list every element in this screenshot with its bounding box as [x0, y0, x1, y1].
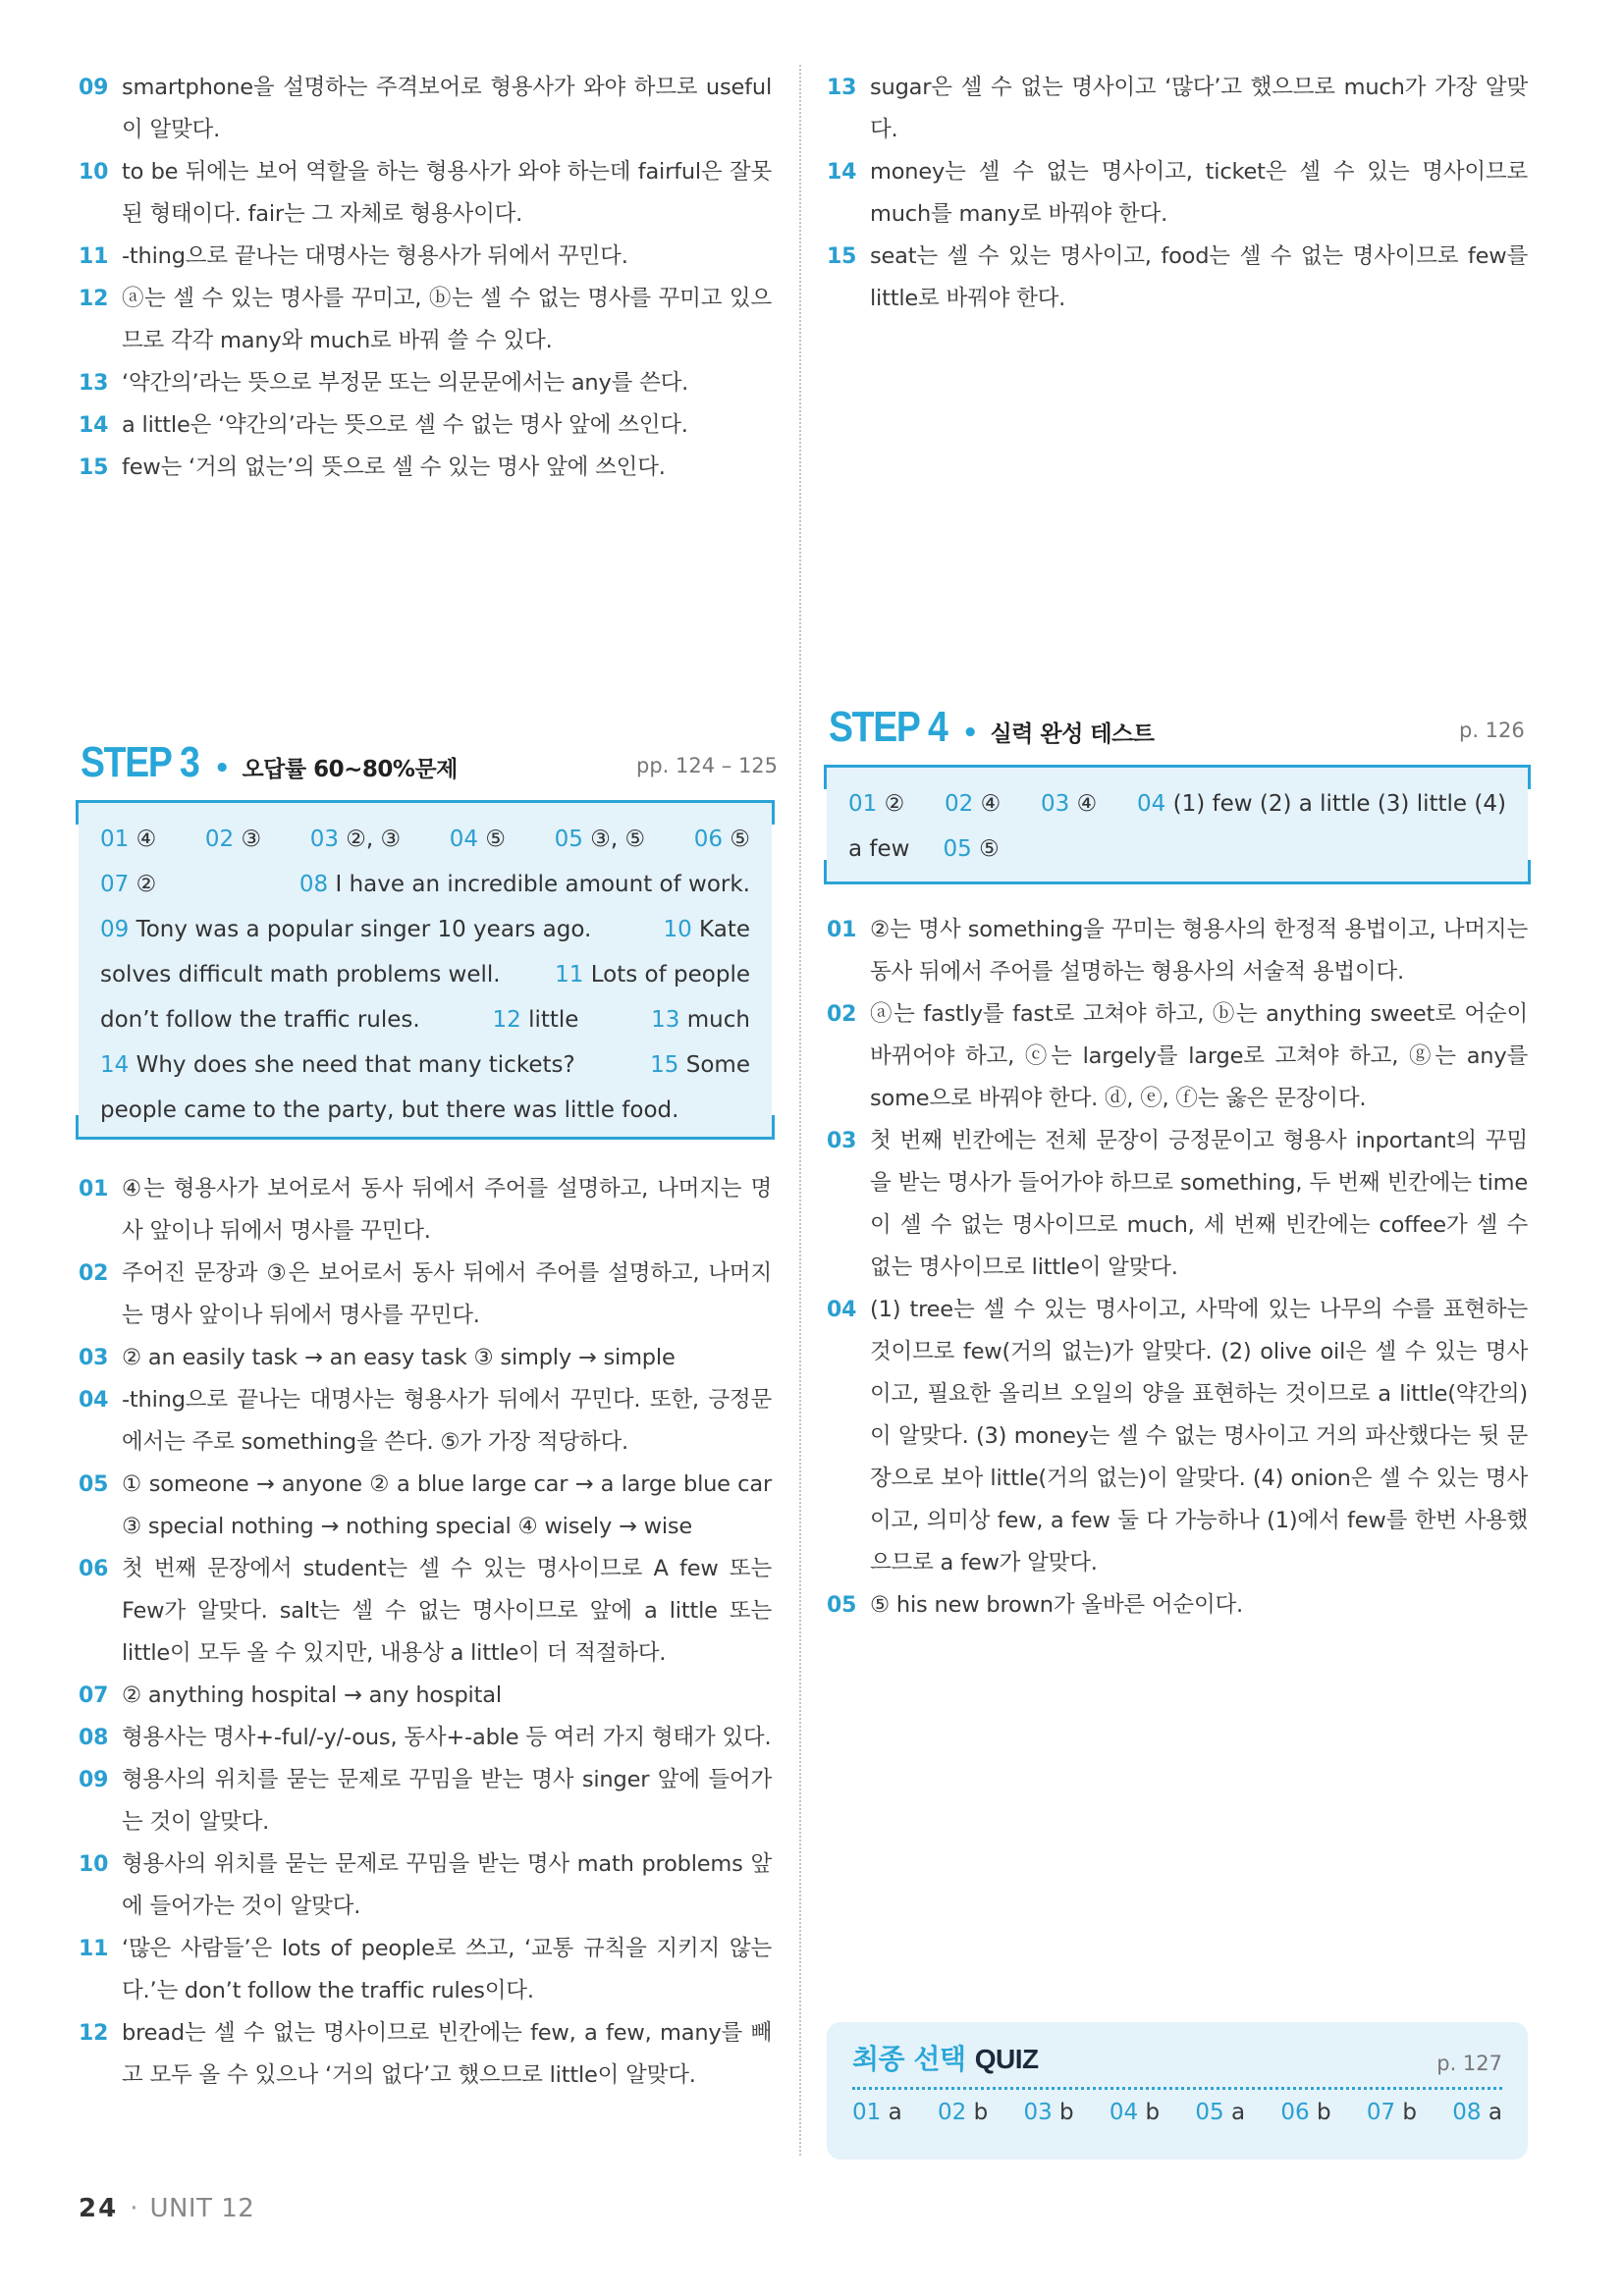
- explanation-item: 14 money는 셀 수 없는 명사이고, ticket은 셀 수 있는 명사이므로 much를 many로 바꿔야 한다.: [827, 159, 1528, 227]
- answer-item: 14 Why does she need that many tickets?: [100, 1052, 575, 1078]
- quiz-answer: 01 a: [852, 2100, 902, 2125]
- quiz-answer: 07 b: [1366, 2100, 1418, 2125]
- explanation-item: 10 형용사의 위치를 묻는 문제로 꾸밈을 받는 명사 math problems 앞에 들어가는 것이 알맞다.: [79, 1851, 772, 1919]
- step4-heading: STEP 4 • 실력 완성 테스트: [829, 703, 1155, 751]
- quiz-title: 최종 선택 QUIZ: [852, 2043, 1039, 2075]
- quiz-answer: 04 b: [1109, 2100, 1161, 2125]
- quiz-page-ref: p. 127: [1436, 2052, 1502, 2075]
- answer-item: 05 ⑤: [943, 836, 1000, 862]
- step4-answer-box: [827, 768, 1528, 881]
- answer-item: 10 Kate: [663, 917, 750, 942]
- answer-item: 01 ④: [100, 827, 157, 852]
- explanation-item: 07 ② anything hospital → any hospital: [79, 1682, 502, 1708]
- answer-item: 11 Lots of people: [555, 962, 750, 988]
- explanation-item: 08 형용사는 명사+-ful/-y/-ous, 동사+-able 등 여러 가지 형태가 있다.: [79, 1725, 772, 1750]
- quiz-answer: 06 b: [1280, 2100, 1331, 2125]
- explanation-item: 05 ⑤ his new brown가 올바른 어순이다.: [827, 1592, 1243, 1618]
- answer-item: 05 ③, ⑤: [554, 827, 646, 852]
- answer-item: 02 ③: [204, 827, 262, 852]
- step4-explanations: [827, 909, 1528, 1627]
- explanation-item: 02 ⓐ는 fastly를 fast로 고쳐야 하고, ⓑ는 anything sweet로 어순이 바뀌어야 하고, ⓒ는 largely를 large로 고쳐야 하고, ⓖ는 any를 some으로 바꿔야 한다. ⓓ, ⓔ, ⓕ는 옳은 문장이다.: [827, 1001, 1528, 1111]
- explanation-item: 04 (1) tree는 셀 수 있는 명사이고, 사막에 있는 나무의 수를 표현하는 것이므로 few(거의 없는)가 알맞다. (2) olive oil은 셀 수 있는 명사이고, 필요한 올리브 오일의 양을 표현하는 것이므로 a little(약간의)이 알맞다. (3) money는 셀 수 없는 명사이고 거의 파산했다는 뒷 문장으로 보아 little(거의 없는)이 알맞다. (4) onion은 셀 수 있는 명사이고, 의미상 few, a few 둘 다 가능하나 (1)에서 few를 한번 사용했으므로 a few가 알맞다.: [827, 1297, 1528, 1575]
- answer-row: [100, 907, 750, 952]
- quiz-answer: 08 a: [1452, 2100, 1502, 2125]
- answer-item: 04 (1) few (2) a little (3) little (4): [1137, 791, 1506, 817]
- explanation-item: 12 bread는 셀 수 없는 명사이므로 빈칸에는 few, a few, many를 빼고 모두 올 수 있으나 ‘거의 없다’고 했으므로 little이 알맞다.: [79, 2020, 772, 2088]
- explanation-item: 15 seat는 셀 수 있는 명사이고, food는 셀 수 없는 명사이므로 few를 little로 바꿔야 한다.: [827, 243, 1528, 311]
- quiz-answer: 03 b: [1023, 2100, 1074, 2125]
- bullet-dot: •: [213, 754, 231, 783]
- step3-answer-box: [79, 803, 772, 1137]
- answer-item: 02 ④: [945, 791, 1001, 817]
- explanation-item: 02 주어진 문장과 ③은 보어로서 동사 뒤에서 주어를 설명하고, 나머지는 명사 앞이나 뒤에서 명사를 꾸민다.: [79, 1260, 772, 1328]
- explanation-item: 13 sugar은 셀 수 없는 명사이고 ‘많다’고 했으므로 much가 가장 알맞다.: [827, 75, 1528, 142]
- top-right-explanations: [827, 67, 1528, 320]
- dotted-separator: [852, 2087, 1502, 2090]
- answer-item: 13 much: [651, 1007, 750, 1033]
- answer-item: 03 ②, ③: [309, 827, 402, 852]
- answer-item: 03 ④: [1041, 791, 1098, 817]
- bullet-dot: •: [961, 719, 979, 748]
- step3-heading: STEP 3 • 오답률 60~80%문제: [81, 738, 458, 786]
- answer-row: [100, 862, 750, 907]
- explanation-item: 10 to be 뒤에는 보어 역할을 하는 형용사가 와야 하는데 fairful은 잘못된 형태이다. fair는 그 자체로 형용사이다.: [79, 159, 772, 227]
- explanation-item: 09 smartphone을 설명하는 주격보어로 형용사가 와야 하므로 useful이 알맞다.: [79, 75, 772, 142]
- answer-item: 06 ⑤: [693, 827, 750, 852]
- answer-item: 09 Tony was a popular singer 10 years ago.: [100, 917, 592, 942]
- step3-page-ref: pp. 124 – 125: [636, 754, 779, 777]
- explanation-item: 12 ⓐ는 셀 수 있는 명사를 꾸미고, ⓑ는 셀 수 없는 명사를 꾸미고 있으므로 각각 many와 much로 바꿔 쓸 수 있다.: [79, 286, 772, 353]
- answer-item: 01 ②: [848, 791, 905, 817]
- explanation-item: 01 ②는 명사 something을 꾸미는 형용사의 한정적 용법이고, 나머지는 동사 뒤에서 주어를 설명하는 형용사의 서술적 용법이다.: [827, 917, 1528, 985]
- explanation-item: 03 ② an easily task → an easy task ③ simply → simple: [79, 1345, 676, 1370]
- footer-dot: ·: [130, 2194, 138, 2223]
- page-footer: [79, 2194, 254, 2223]
- explanation-item: 06 첫 번째 문장에서 student는 셀 수 있는 명사이므로 A few 또는 Few가 알맞다. salt는 셀 수 없는 명사이므로 앞에 a little 또는 little이 모두 올 수 있지만, 내용상 a little이 더 적절하다.: [79, 1556, 772, 1666]
- answer-item: 15 Some: [650, 1052, 750, 1078]
- step3-explanations: [79, 1168, 772, 2097]
- quiz-answer: 02 b: [937, 2100, 989, 2125]
- column-divider: [799, 65, 801, 2156]
- answer-row: don’t follow the traffic rules. 12 little 13 much: [100, 997, 750, 1042]
- answer-row: [848, 781, 1506, 827]
- quiz-answers: [852, 2100, 1502, 2125]
- answer-row: solves difficult math problems well. 11 Lots of people: [100, 952, 750, 997]
- explanation-item: 03 첫 번째 빈칸에는 전체 문장이 긍정문이고 형용사 inportant의 꾸밈을 받는 명사가 들어가야 하므로 something, 두 번째 빈칸에는 time이 셀 수 없는 명사이므로 much, 세 번째 빈칸에는 coffee가 셀 수 없는 명사이므로 little이 알맞다.: [827, 1128, 1528, 1280]
- explanation-item: 11 ‘많은 사람들’은 lots of people로 쓰고, ‘교통 규칙을 지키지 않는다.’는 don’t follow the traffic rules이다.: [79, 1936, 772, 2003]
- unit-label: UNIT 12: [149, 2194, 255, 2223]
- answer-item: 04 ⑤: [449, 827, 506, 852]
- explanation-item: 11 -thing으로 끝나는 대명사는 형용사가 뒤에서 꾸민다.: [79, 243, 628, 269]
- answer-row: [100, 817, 750, 862]
- final-quiz-box: [827, 2022, 1528, 2160]
- page-number: 24: [79, 2194, 119, 2223]
- answer-row: a few 05 ⑤: [848, 827, 1506, 872]
- answer-item: 08 I have an incredible amount of work.: [298, 872, 750, 897]
- explanation-item: 01 ④는 형용사가 보어로서 동사 뒤에서 주어를 설명하고, 나머지는 명사 앞이나 뒤에서 명사를 꾸민다.: [79, 1176, 772, 1244]
- explanation-item: 15 few는 ‘거의 없는’의 뜻으로 셀 수 있는 명사 앞에 쓰인다.: [79, 454, 666, 480]
- answer-item: 07 ②: [100, 872, 157, 897]
- explanation-item: 09 형용사의 위치를 묻는 문제로 꾸밈을 받는 명사 singer 앞에 들어가는 것이 알맞다.: [79, 1767, 772, 1835]
- answer-row: people came to the party, but there was little food.: [100, 1097, 679, 1123]
- answer-row: [100, 1042, 750, 1088]
- explanation-item: 04 -thing으로 끝나는 대명사는 형용사가 뒤에서 꾸민다. 또한, 긍정문에서는 주로 something을 쓴다. ⑤가 가장 적당하다.: [79, 1387, 772, 1455]
- explanation-item: 05 ① someone → anyone ② a blue large car → a large blue car ③ special nothing → nothing special ④ wisely → wise: [79, 1471, 772, 1539]
- answer-item: 12 little: [492, 1007, 579, 1033]
- quiz-answer: 05 a: [1195, 2100, 1246, 2125]
- top-left-explanations: [79, 67, 772, 489]
- step4-page-ref: p. 126: [1459, 719, 1525, 742]
- explanation-item: 14 a little은 ‘약간의’라는 뜻으로 셀 수 없는 명사 앞에 쓰인다.: [79, 412, 688, 438]
- explanation-item: 13 ‘약간의’라는 뜻으로 부정문 또는 의문문에서는 any를 쓴다.: [79, 370, 689, 396]
